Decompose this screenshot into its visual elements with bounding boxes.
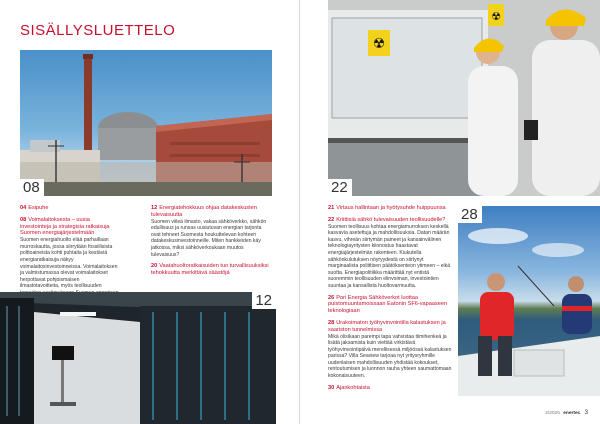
toc-title: Urakoimaton työhyvinvointilla kalastuksen ja saariston tunnelmissa [328, 319, 446, 333]
toc-entry[interactable] [151, 263, 269, 277]
laboratory-illustration [328, 0, 600, 196]
toc-title: Esipuhe [28, 205, 49, 211]
nuclear-plant-photo [20, 50, 272, 196]
toc-title: Ajankohtaista [336, 384, 370, 391]
page-number: 3 [584, 410, 588, 416]
toc-page-number: 30 [328, 384, 335, 391]
toc-page-number: 12 [151, 205, 158, 211]
toc-page-number: 08 [20, 216, 27, 223]
toc-entry[interactable] [328, 217, 452, 290]
toc-title: Energiatehokkuus ohjaa datakeskusten tulevaisuutta [151, 205, 257, 218]
nuclear-plant-illustration [20, 50, 272, 196]
toc-column [328, 205, 452, 396]
left-page [0, 0, 299, 424]
toc-description: Mikä olisikaan parempi tapa vahvistaa tiimihenkeä ja lisätä jaksamista kuin viettää virkistävä työhyvinvointipäivä merellisessä miljöössä kalastuksen parissa? Villa Seaview tarjoaa nyt yritysryhmille uudenlaisen mahdollisuuden yhdistää kokoukset, rentoutumisen ja luonnon rauha yhteen saumattomaan kokonaisuuteen. [328, 333, 452, 380]
toc-entry[interactable] [328, 295, 452, 315]
toc-page-number: 26 [328, 294, 335, 301]
photo-page-number: 28 [458, 206, 482, 223]
toc-entry[interactable] [328, 320, 452, 380]
right-page [300, 0, 600, 424]
page-title: SISÄLLYSLUETTELO [20, 22, 176, 39]
toc-description: Suomen teollisuus kohtaa energiamurroksen keskellä kasvavia asetettuja ja mahdollisuuksia. Datan määrän kasvu, vihreän siirtymän paineet ja kansainvälinen teknologiayritysten kiinnostus haastavat energiajärjestelmän rakenteen. Kiukutella sähkönkulutuksen nöyryydestä on siirtynyt marginaalista poliittisen päätöksenteon ytimeen – eikä suotta. Energiapolitiikka määrittää nyt entistä suoremmin teollisuuden elinvoiman, investointien suuntaa ja kansallista huoltovarmuutta. [328, 223, 451, 289]
toc-entry[interactable] [328, 385, 452, 392]
toc-entry[interactable] [20, 217, 120, 303]
svg-text:☢: ☢ [491, 10, 501, 23]
toc-title: Voimalaitoksesta – uusia investointeja ja strategisia ratkaisuja Suomen energiajärjestelmään [20, 216, 110, 237]
svg-text:☢: ☢ [372, 36, 386, 52]
magazine-brand: enertec [563, 411, 581, 416]
toc-page-number: 21 [328, 205, 335, 211]
server-room-illustration [0, 292, 276, 424]
photo-page-number: 22 [328, 179, 352, 196]
fishing-boat-illustration [458, 206, 600, 396]
laboratory-photo [328, 0, 600, 196]
toc-page-number: 28 [328, 319, 335, 326]
toc-entry[interactable] [20, 205, 120, 212]
photo-page-number: 12 [252, 292, 276, 309]
toc-page-number: 20 [151, 263, 158, 270]
toc-page-number: 04 [20, 205, 27, 211]
page-footer [545, 410, 588, 416]
issue-number: 2/2025 [545, 411, 560, 416]
toc-title: Virtaus hallintaan ja hyötysuhde huippuunsa [336, 205, 446, 211]
server-room-photo [0, 292, 276, 424]
toc-description: Suomen viileä ilmasto, vakaa sähköverkko, sähkön edullisuus ja runsas uusiutuvan energian tarjonta ovat tehneet Suomesta houkuttelevan kohteen datakeskusinvestoinneille. Miten hankkeiden käy jatkossa, miksi sähköverkoukaan muutos tulevaisuus? [151, 218, 267, 258]
toc-title: Vaatahuoltoratkaisuiden tuo turvallisuuksiksi tehokkuutta merkittävä säästöjä [151, 263, 269, 276]
photo-page-number: 08 [20, 179, 44, 196]
toc-title: Kriittisiä sähkö tulevaisuuden teollisuudelle? [336, 216, 446, 223]
toc-page-number: 22 [328, 216, 335, 223]
fishing-boat-photo [458, 206, 600, 396]
toc-description: Suomen energiahuolto elää parhaillaan murroskautta, jossa siirrytään fossiilisista polttoaineista kohti puhtaita ja kestäviä energiaratkaisuja näkyy voimalaitosinvestoinneissa. Voimalaitoksen ja valmistumassa olevat voimalaitokset herpottavat pohjoismaisen ilmastotavoitteita, myös teollisuuden [20, 237, 118, 290]
toc-title: Pori Energia Sähköverkot luottaa puistomuuntamoissaan Eatonin SF6-vapaaseen teknologiaan [328, 294, 448, 315]
toc-entry[interactable] [151, 205, 269, 258]
toc-entry[interactable] [328, 205, 452, 212]
toc-column [151, 205, 269, 282]
